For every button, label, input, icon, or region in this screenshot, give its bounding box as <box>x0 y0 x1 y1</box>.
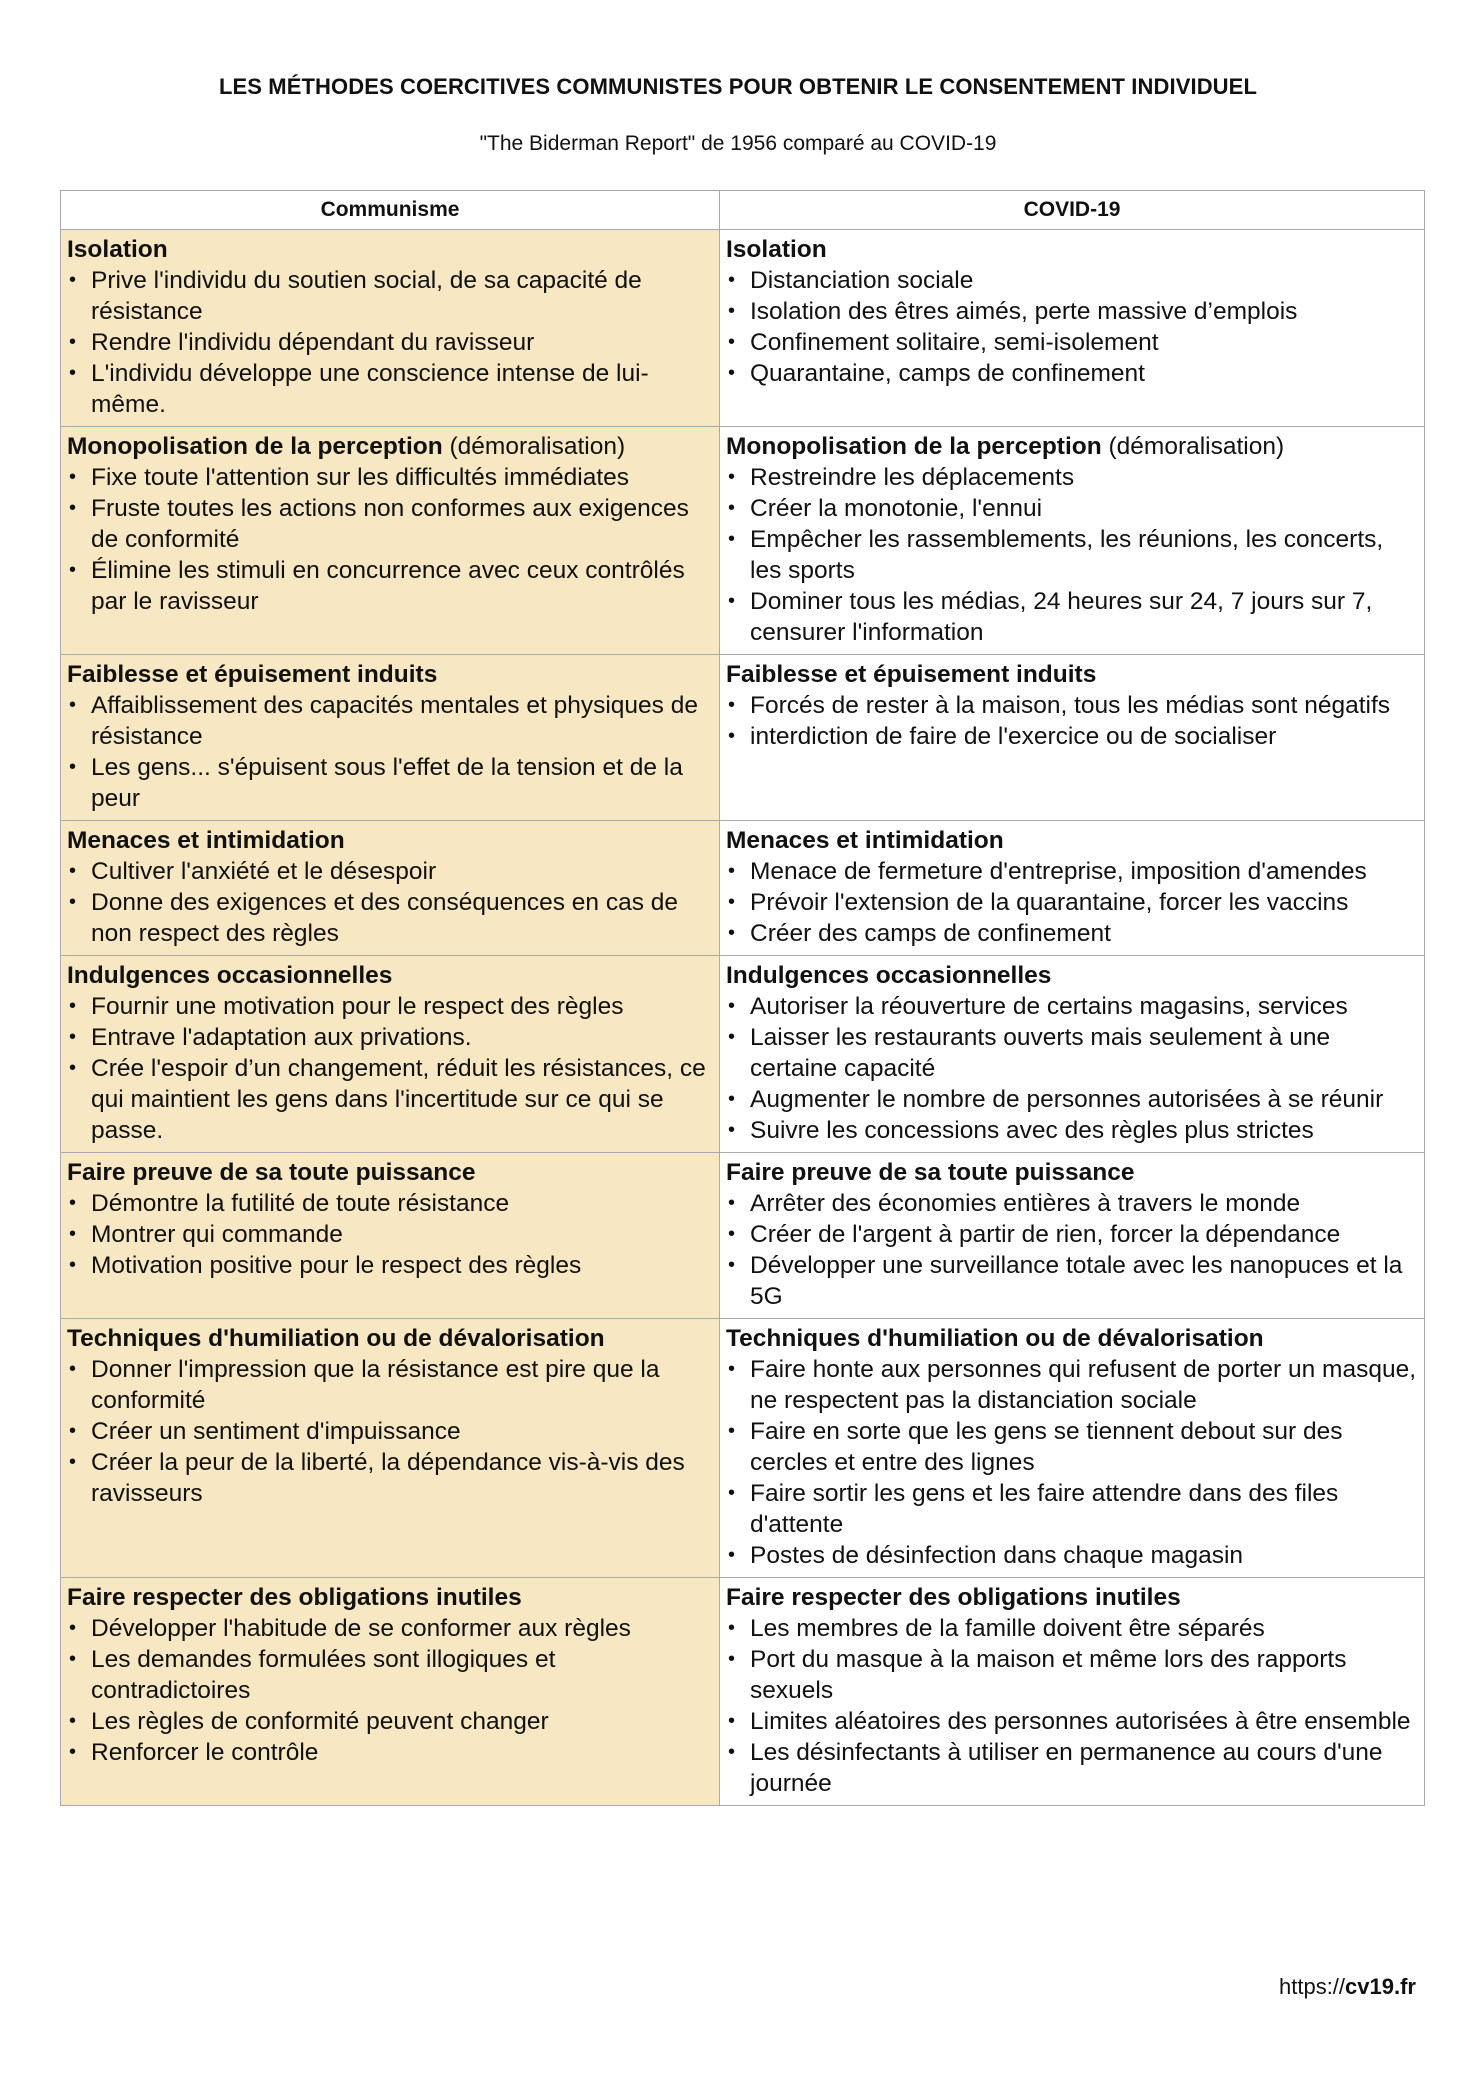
bullet-list <box>67 1188 713 1281</box>
bullet-list <box>67 1354 713 1509</box>
list-item: • Fruste toutes les actions non conformes aux exigences de conformité <box>67 493 713 555</box>
table-row <box>61 1153 1425 1319</box>
list-item: • Limites aléatoires des personnes autorisées à être ensemble <box>726 1706 1418 1737</box>
list-item: • Cultiver l'anxiété et le désespoir <box>67 856 713 887</box>
list-item: • Isolation des êtres aimés, perte massive d’emplois <box>726 296 1418 327</box>
comparison-table <box>60 190 1425 1806</box>
section-heading <box>726 431 1418 462</box>
communisme-cell <box>61 1578 720 1806</box>
section-title: Menaces et intimidation <box>67 827 345 854</box>
section-heading <box>67 1157 713 1188</box>
covid-cell <box>720 1578 1425 1806</box>
section-heading <box>67 431 713 462</box>
section-title: Monopolisation de la perception <box>726 433 1102 460</box>
list-item: • Les désinfectants à utiliser en permanence au cours d'une journée <box>726 1737 1418 1799</box>
list-item: • Port du masque à la maison et même lors des rapports sexuels <box>726 1644 1418 1706</box>
communisme-cell <box>61 1319 720 1578</box>
bullet-list <box>726 991 1418 1146</box>
table-body <box>61 230 1425 1806</box>
list-item: • Affaiblissement des capacités mentales et physiques de résistance <box>67 690 713 752</box>
footer-url-prefix: https:// <box>1279 1974 1346 1999</box>
list-item: • Quarantaine, camps de confinement <box>726 358 1418 389</box>
table-row <box>61 427 1425 655</box>
communisme-cell <box>61 1153 720 1319</box>
section-title: Faire respecter des obligations inutiles <box>726 1584 1181 1611</box>
list-item: • Prive l'individu du soutien social, de sa capacité de résistance <box>67 265 713 327</box>
list-item: • Montrer qui commande <box>67 1219 713 1250</box>
list-item: • Les règles de conformité peuvent changer <box>67 1706 713 1737</box>
covid-cell <box>720 821 1425 956</box>
table-row <box>61 230 1425 427</box>
section-title: Faire respecter des obligations inutiles <box>67 1584 522 1611</box>
section-heading <box>67 1582 713 1613</box>
bullet-list <box>67 265 713 420</box>
section-title: Monopolisation de la perception <box>67 433 443 460</box>
column-header-covid: COVID-19 <box>720 191 1425 230</box>
bullet-list <box>726 856 1418 949</box>
page-title: LES MÉTHODES COERCITIVES COMMUNISTES POUR OBTENIR LE CONSENTEMENT INDIVIDUEL <box>218 74 1257 99</box>
list-item: • Augmenter le nombre de personnes autorisées à se réunir <box>726 1084 1418 1115</box>
footer-url[interactable] <box>1279 1974 1416 2000</box>
table-header-row <box>61 191 1425 230</box>
list-item: • Développer l'habitude de se conformer aux règles <box>67 1613 713 1644</box>
table-row <box>61 655 1425 821</box>
list-item: • Laisser les restaurants ouverts mais seulement à une certaine capacité <box>726 1022 1418 1084</box>
communisme-cell <box>61 956 720 1153</box>
list-item: • Postes de désinfection dans chaque magasin <box>726 1540 1418 1571</box>
list-item: • Empêcher les rassemblements, les réunions, les concerts, les sports <box>726 524 1418 586</box>
list-item: • Faire honte aux personnes qui refusent de porter un masque, ne respectent pas la distanciation sociale <box>726 1354 1418 1416</box>
covid-cell <box>720 230 1425 427</box>
bullet-list <box>726 690 1418 752</box>
list-item: • interdiction de faire de l'exercice ou de socialiser <box>726 721 1418 752</box>
communisme-cell <box>61 230 720 427</box>
page-subtitle: "The Biderman Report" de 1956 comparé au COVID-19 <box>479 132 997 155</box>
bullet-list <box>726 462 1418 648</box>
list-item: • Donne des exigences et des conséquences en cas de non respect des règles <box>67 887 713 949</box>
communisme-cell <box>61 427 720 655</box>
list-item: • Distanciation sociale <box>726 265 1418 296</box>
covid-cell <box>720 1319 1425 1578</box>
communisme-cell <box>61 821 720 956</box>
list-item: • Créer la peur de la liberté, la dépendance vis-à-vis des ravisseurs <box>67 1447 713 1509</box>
section-title: Faire preuve de sa toute puissance <box>67 1159 476 1186</box>
section-heading <box>67 960 713 991</box>
section-title: Faiblesse et épuisement induits <box>726 661 1097 688</box>
covid-cell <box>720 1153 1425 1319</box>
list-item: • Renforcer le contrôle <box>67 1737 713 1768</box>
section-note: (démoralisation) <box>442 433 626 460</box>
section-title: Menaces et intimidation <box>726 827 1004 854</box>
list-item: • Fournir une motivation pour le respect des règles <box>67 991 713 1022</box>
section-heading <box>726 1157 1418 1188</box>
section-heading <box>726 825 1418 856</box>
covid-cell <box>720 956 1425 1153</box>
table-row <box>61 1319 1425 1578</box>
bullet-list <box>67 462 713 617</box>
section-heading <box>67 234 713 265</box>
section-heading <box>726 960 1418 991</box>
bullet-list <box>726 1354 1418 1571</box>
list-item: • Développer une surveillance totale avec les nanopuces et la 5G <box>726 1250 1418 1312</box>
list-item: • Motivation positive pour le respect des règles <box>67 1250 713 1281</box>
list-item: • Fixe toute l'attention sur les difficultés immédiates <box>67 462 713 493</box>
section-heading <box>67 659 713 690</box>
section-heading <box>726 1582 1418 1613</box>
list-item: • Faire sortir les gens et les faire attendre dans des files d'attente <box>726 1478 1418 1540</box>
list-item: • Créer des camps de confinement <box>726 918 1418 949</box>
section-heading <box>67 825 713 856</box>
list-item: • Menace de fermeture d'entreprise, imposition d'amendes <box>726 856 1418 887</box>
table-row <box>61 1578 1425 1806</box>
section-heading <box>726 234 1418 265</box>
list-item: • Entrave l'adaptation aux privations. <box>67 1022 713 1053</box>
bullet-list <box>726 265 1418 389</box>
list-item: • Arrêter des économies entières à travers le monde <box>726 1188 1418 1219</box>
list-item: • Crée l'espoir d’un changement, réduit les résistances, ce qui maintient les gens dans l'incertitude sur ce qui se passe. <box>67 1053 713 1146</box>
list-item: • Créer la monotonie, l'ennui <box>726 493 1418 524</box>
section-heading <box>67 1323 713 1354</box>
section-note: (démoralisation) <box>1101 433 1285 460</box>
list-item: • Prévoir l'extension de la quarantaine, forcer les vaccins <box>726 887 1418 918</box>
table-row <box>61 821 1425 956</box>
list-item: • Élimine les stimuli en concurrence avec ceux contrôlés par le ravisseur <box>67 555 713 617</box>
section-title: Indulgences occasionnelles <box>726 962 1052 989</box>
list-item: • Confinement solitaire, semi-isolement <box>726 327 1418 358</box>
communisme-cell <box>61 655 720 821</box>
section-title: Techniques d'humiliation ou de dévalorisation <box>726 1325 1264 1352</box>
list-item: • L'individu développe une conscience intense de lui-même. <box>67 358 713 420</box>
bullet-list <box>726 1188 1418 1312</box>
table-row <box>61 956 1425 1153</box>
section-title: Isolation <box>67 236 168 263</box>
list-item: • Suivre les concessions avec des règles plus strictes <box>726 1115 1418 1146</box>
list-item: • Dominer tous les médias, 24 heures sur 24, 7 jours sur 7, censurer l'information <box>726 586 1418 648</box>
list-item: • Les demandes formulées sont illogiques et contradictoires <box>67 1644 713 1706</box>
covid-cell <box>720 655 1425 821</box>
covid-cell <box>720 427 1425 655</box>
bullet-list <box>67 856 713 949</box>
list-item: • Faire en sorte que les gens se tiennent debout sur des cercles et entre des lignes <box>726 1416 1418 1478</box>
section-title: Isolation <box>726 236 827 263</box>
list-item: • Les membres de la famille doivent être séparés <box>726 1613 1418 1644</box>
section-title: Faire preuve de sa toute puissance <box>726 1159 1135 1186</box>
list-item: • Démontre la futilité de toute résistance <box>67 1188 713 1219</box>
list-item: • Forcés de rester à la maison, tous les médias sont négatifs <box>726 690 1418 721</box>
section-heading <box>726 659 1418 690</box>
list-item: • Créer un sentiment d'impuissance <box>67 1416 713 1447</box>
section-heading <box>726 1323 1418 1354</box>
footer-url-domain: cv19.fr <box>1345 1974 1416 1999</box>
list-item: • Donner l'impression que la résistance est pire que la conformité <box>67 1354 713 1416</box>
list-item: • Rendre l'individu dépendant du ravisseur <box>67 327 713 358</box>
list-item: • Autoriser la réouverture de certains magasins, services <box>726 991 1418 1022</box>
bullet-list <box>67 991 713 1146</box>
list-item: • Les gens... s'épuisent sous l'effet de la tension et de la peur <box>67 752 713 814</box>
column-header-communisme: Communisme <box>61 191 720 230</box>
section-title: Techniques d'humiliation ou de dévalorisation <box>67 1325 605 1352</box>
bullet-list <box>726 1613 1418 1799</box>
bullet-list <box>67 1613 713 1768</box>
bullet-list <box>67 690 713 814</box>
list-item: • Restreindre les déplacements <box>726 462 1418 493</box>
list-item: • Créer de l'argent à partir de rien, forcer la dépendance <box>726 1219 1418 1250</box>
section-title: Indulgences occasionnelles <box>67 962 393 989</box>
section-title: Faiblesse et épuisement induits <box>67 661 438 688</box>
